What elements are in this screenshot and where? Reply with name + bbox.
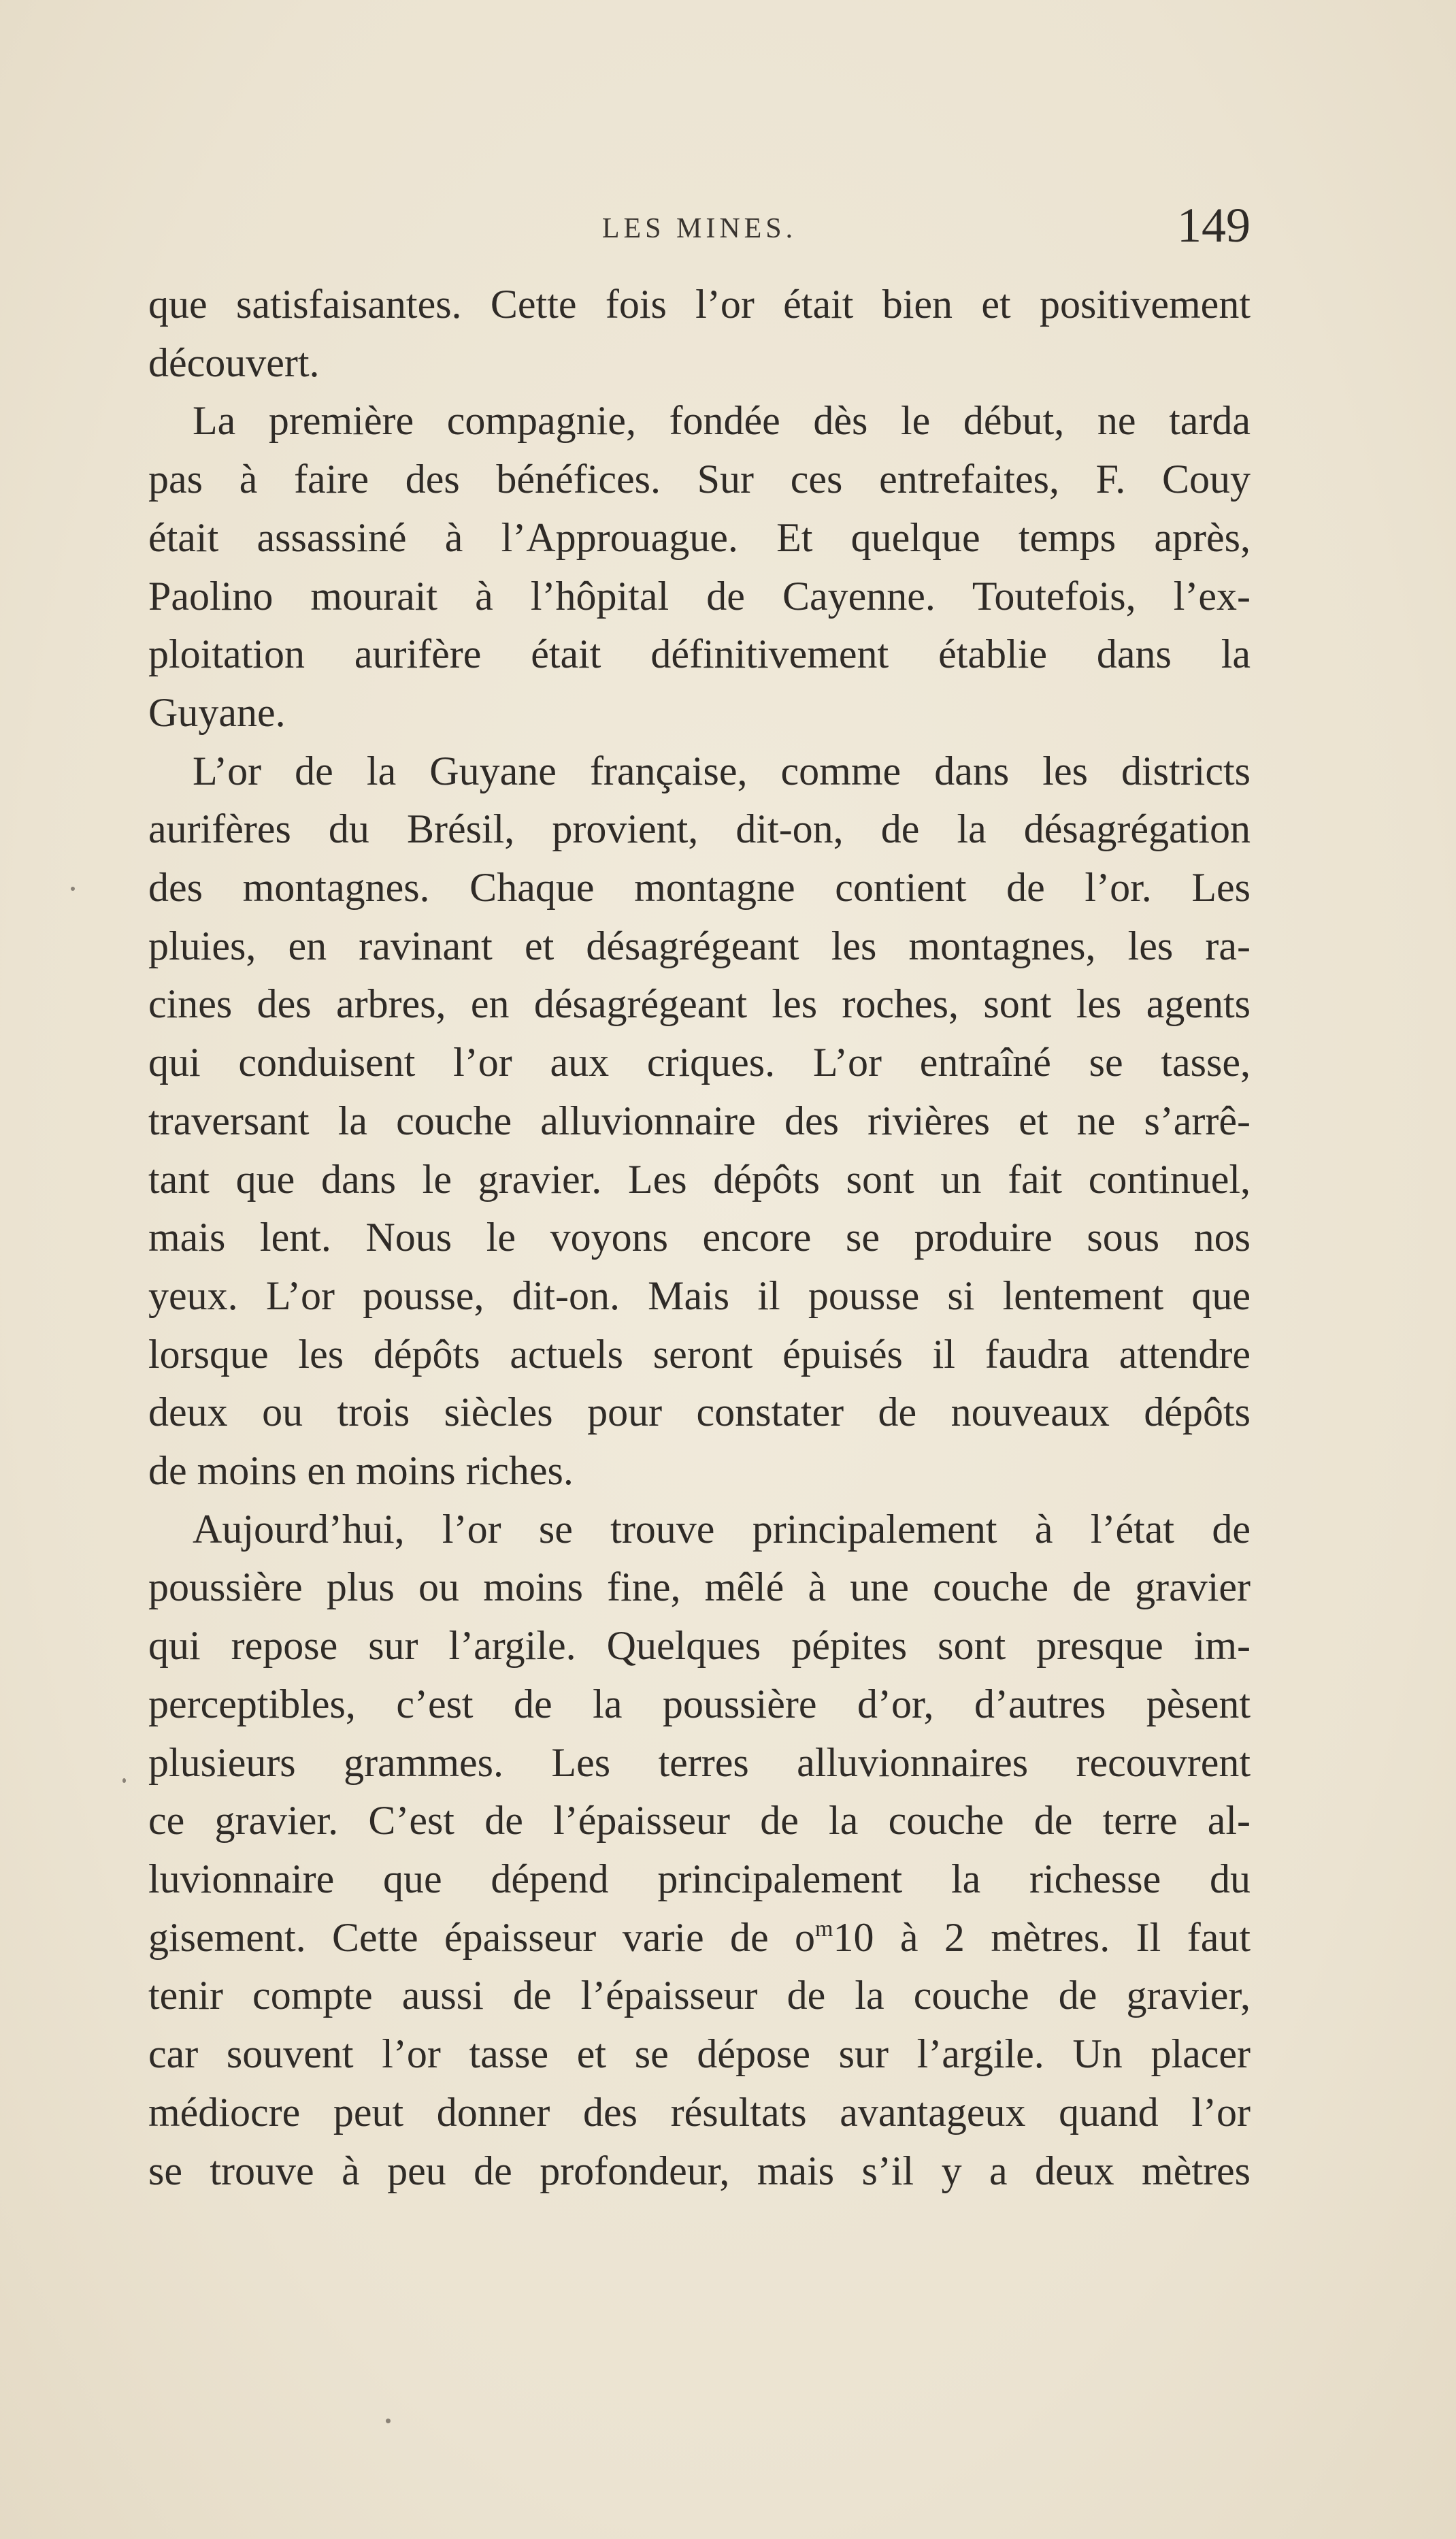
text-line: Paolino mourait à l’hôpital de Cayenne. Toutefois, l’ex- xyxy=(148,573,1251,619)
text-line: La première compagnie, fondée dès le début, ne tarda xyxy=(193,398,1251,444)
text-line: cines des arbres, en désagrégeant les roches, sont les agents xyxy=(148,981,1251,1027)
text-line: perceptibles, c’est de la poussière d’or, d’autres pèsent xyxy=(148,1681,1251,1726)
text-line: mais lent. Nous le voyons encore se produire sous nos xyxy=(148,1215,1251,1260)
text-line xyxy=(148,1909,1251,1967)
text-line: poussière plus ou moins fine, mêlé à une couche de gravier xyxy=(148,1565,1251,1610)
text-line: qui conduisent l’or aux criques. L’or entraîné se tasse, xyxy=(148,1040,1251,1085)
page-number: 149 xyxy=(1177,198,1251,252)
text-line: tenir compte aussi de l’épaisseur de la couche de gravier, xyxy=(148,1973,1251,2018)
text-line: médiocre peut donner des résultats avantageux quand l’or xyxy=(148,2089,1251,2135)
text-line: était assassiné à l’Approuague. Et quelque temps après, xyxy=(148,514,1251,560)
text-fragment: gisement. Cette épaisseur varie de o xyxy=(148,1914,816,1960)
text-line: L’or de la Guyane française, comme dans les districts xyxy=(193,748,1251,793)
text-line: pas à faire des bénéfices. Sur ces entrefaites, F. Couy xyxy=(148,457,1251,502)
page-header xyxy=(148,197,1251,272)
unit-superscript: m xyxy=(815,1916,833,1942)
paper-speck xyxy=(71,887,75,891)
text-line: des montagnes. Chaque montagne contient de l’or. Les xyxy=(148,865,1251,911)
text-line: tant que dans le gravier. Les dépôts sont un fait continuel, xyxy=(148,1156,1251,1202)
text-line: pluies, en ravinant et désagrégeant les montagnes, les ra- xyxy=(148,923,1251,968)
text-line: Aujourd’hui, l’or se trouve principalement à l’état de xyxy=(193,1506,1251,1552)
text-line: se trouve à peu de profondeur, mais s’il y a deux mètres xyxy=(148,2148,1251,2193)
text-line: plusieurs grammes. Les terres alluvionnaires recouvrent xyxy=(148,1739,1251,1785)
text-line: car souvent l’or tasse et se dépose sur l’argile. Un placer xyxy=(148,2031,1251,2077)
text-line: découvert. xyxy=(148,340,320,385)
text-line: que satisfaisantes. Cette fois l’or était bien et positivement xyxy=(148,282,1251,327)
text-line: ce gravier. C’est de l’épaisseur de la couche de terre al- xyxy=(148,1798,1251,1844)
text-fragment: 10 à 2 mètres. Il faut xyxy=(833,1914,1251,1960)
text-line: deux ou trois siècles pour constater de nouveaux dépôts xyxy=(148,1390,1251,1435)
body-text xyxy=(148,276,1251,2200)
text-line: lorsque les dépôts actuels seront épuisés il faudra attendre xyxy=(148,1331,1251,1377)
text-line: qui repose sur l’argile. Quelques pépites sont presque im- xyxy=(148,1623,1251,1669)
text-line: luvionnaire que dépend principalement la richesse du xyxy=(148,1856,1251,1901)
text-line: Guyane. xyxy=(148,689,286,735)
text-line: yeux. L’or pousse, dit-on. Mais il pousse si lentement que xyxy=(148,1273,1251,1318)
text-line: aurifères du Brésil, provient, dit-on, de la désagrégation xyxy=(148,806,1251,852)
paper-speck xyxy=(122,1778,126,1783)
text-line: traversant la couche alluvionnaire des rivières et ne s’arrê- xyxy=(148,1098,1251,1143)
text-line: ploitation aurifère était définitivement établie dans la xyxy=(148,632,1251,677)
running-title: LES MINES. xyxy=(601,213,797,244)
paper-speck xyxy=(386,2419,391,2423)
text-line: de moins en moins riches. xyxy=(148,1448,574,1494)
